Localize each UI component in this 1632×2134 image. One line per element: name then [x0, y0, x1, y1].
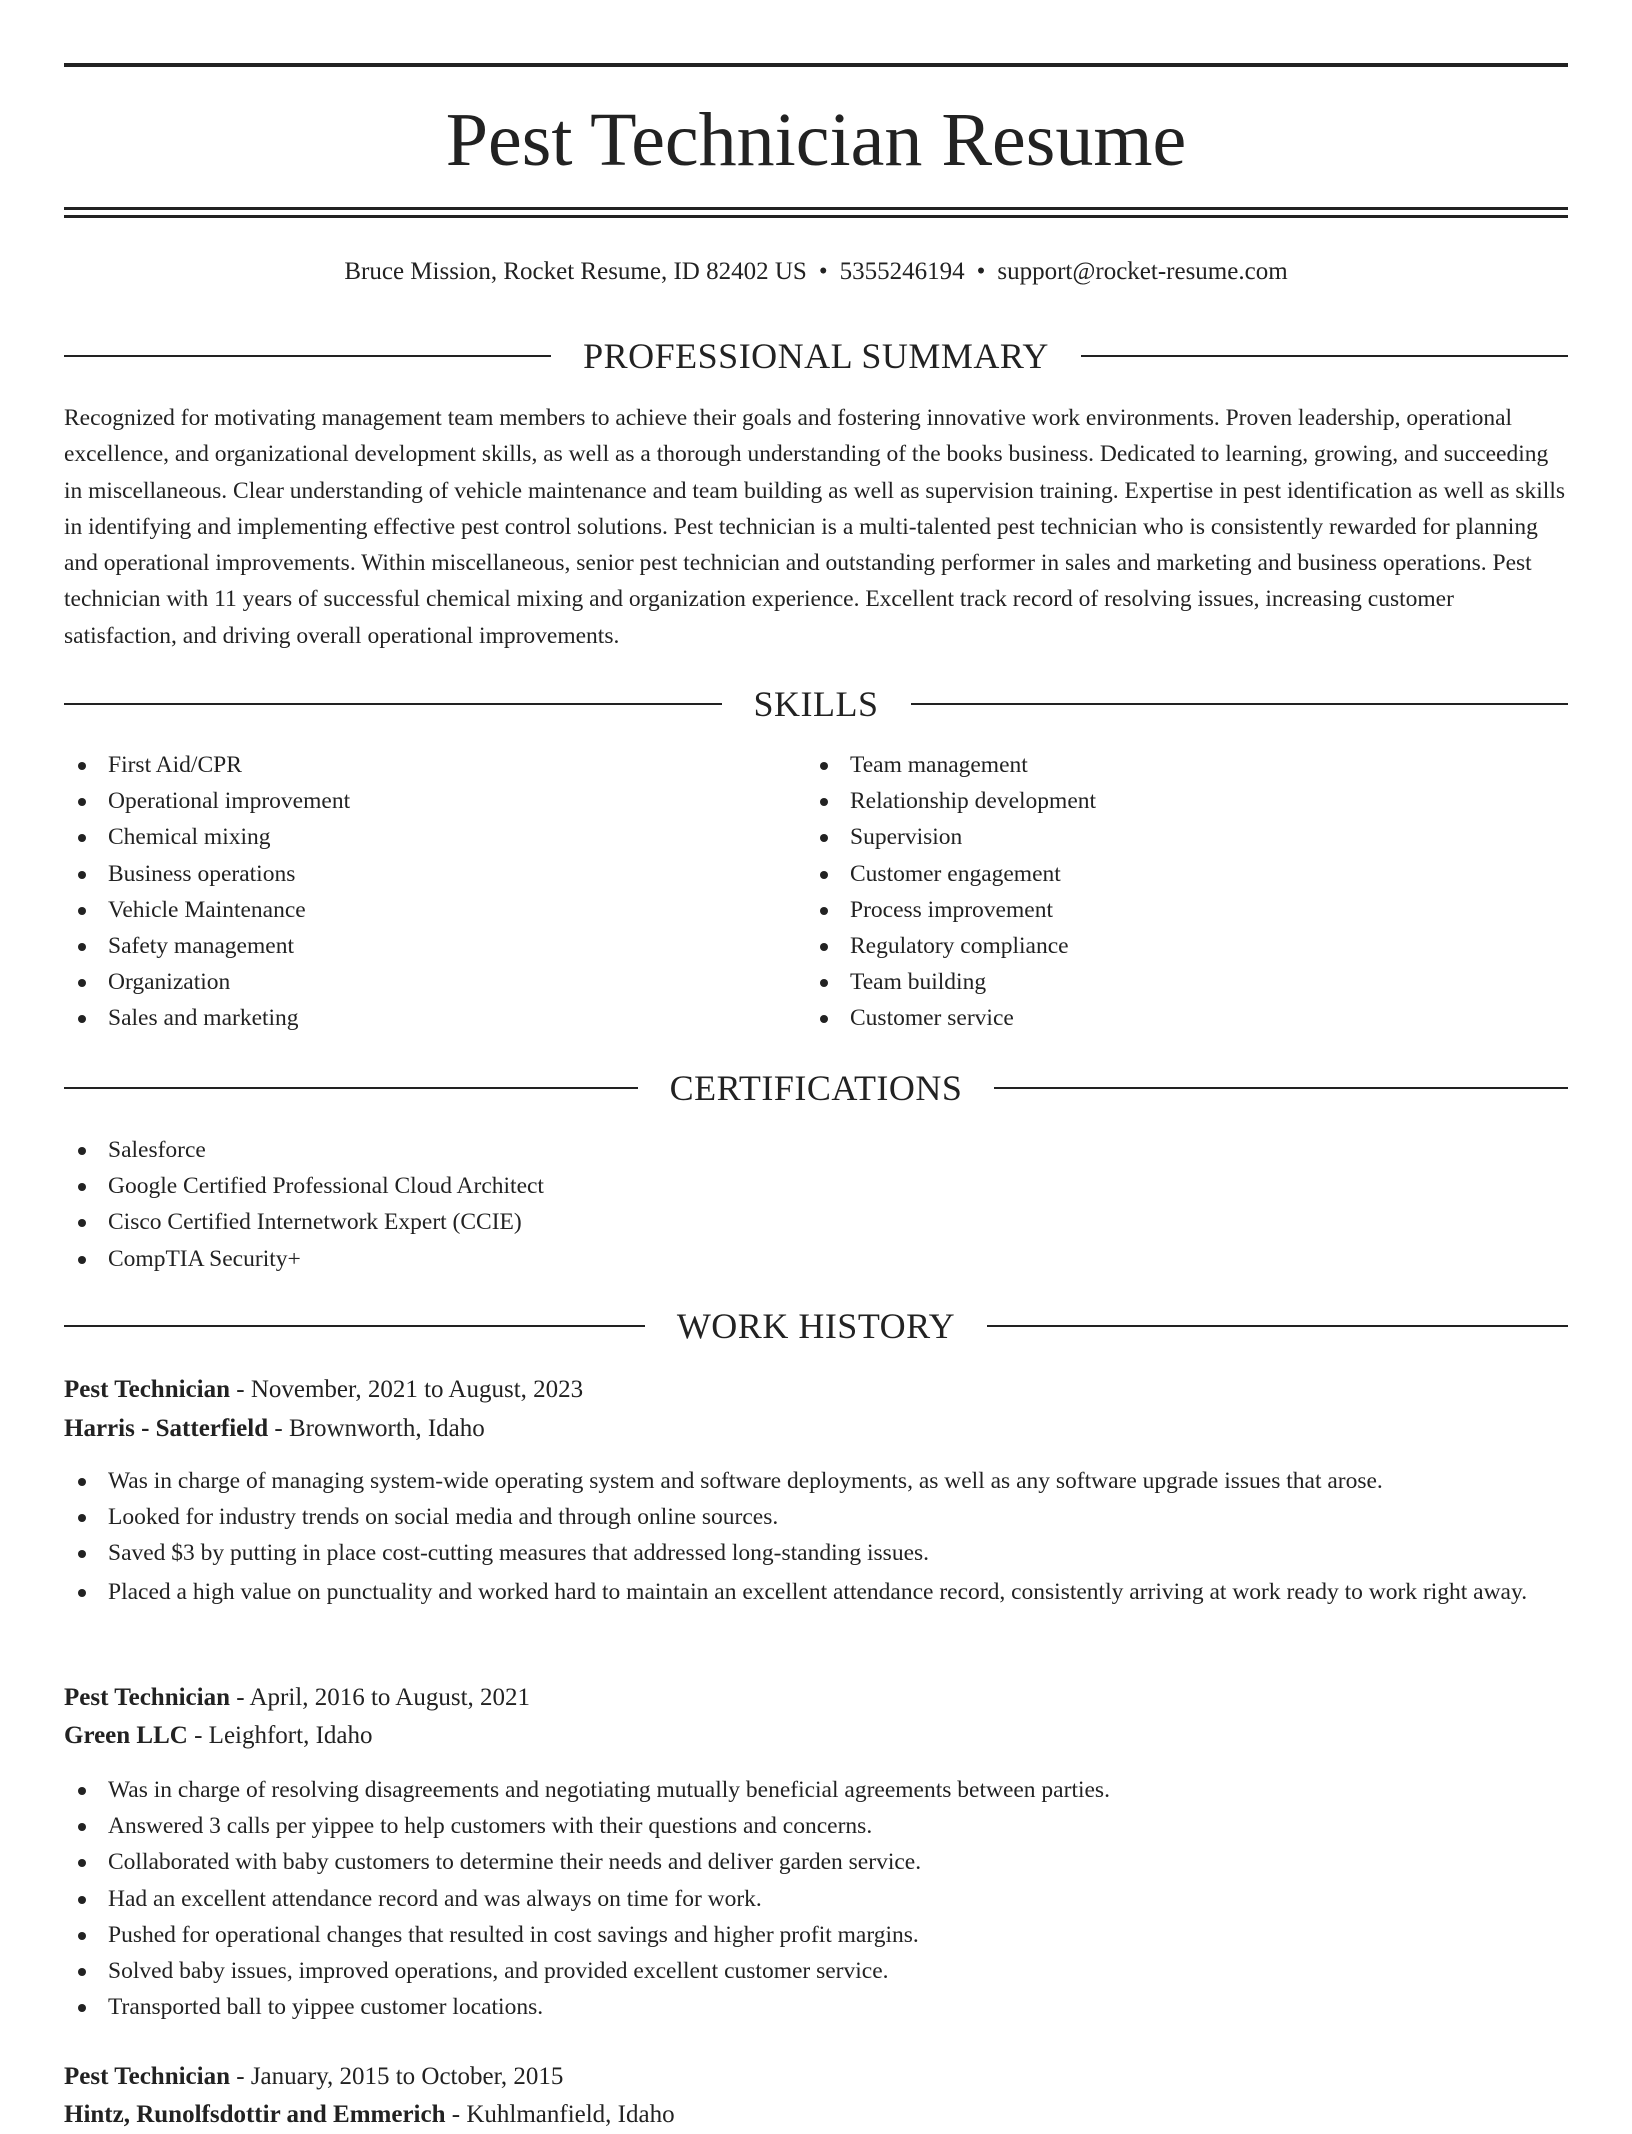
job-location: Kuhlmanfield, Idaho [466, 2101, 675, 2128]
section-heading-certifications [64, 1066, 1568, 1110]
job-location: Brownworth, Idaho [288, 1415, 485, 1442]
skill-item: Chemical mixing [64, 819, 784, 855]
title-underline-thin [64, 215, 1568, 218]
skill-item: Business operations [64, 856, 784, 892]
skill-item: Customer engagement [806, 856, 1526, 892]
summary-text: Recognized for motivating management team members to achieve their goals and fostering innovative work environments. Proven leadership, operational excellence, and organizational development skills, as well as a thorough understanding of the books business. Dedicated to learning, growing, and succeeding in miscellaneous. Clear understanding of vehicle maintenance and team building as well as supervision training. Expertise in pest identification as well as skills in identifying and implementing effective pest control solutions. Pest technician is a multi-talented pest technician who is consistently rewarded for planning and operational improvements. Within miscellaneous, senior pest technician and outstanding performer in sales and marketing and business operations. Pest technician with 11 years of successful chemical mixing and organization experience. Excellent track record of resolving issues, increasing customer satisfaction, and driving overall operational improvements. [64, 405, 1566, 649]
certification-item: Cisco Certified Internetwork Expert (CCIE) [64, 1204, 1568, 1240]
job-company: Green LLC [64, 1722, 188, 1749]
skill-item: Operational improvement [64, 783, 784, 819]
skill-item: Vehicle Maintenance [64, 892, 784, 928]
contact-separator: • [818, 258, 828, 285]
job-bullet: Answered 3 calls per yippee to help customers with their questions and concerns. [64, 1808, 1568, 1844]
job-bullets [64, 1772, 1568, 2025]
heading-rule-right [911, 703, 1569, 705]
title-underline-thick [64, 207, 1568, 210]
job-bullet: Had an excellent attendance record and was always on time for work. [64, 1881, 1568, 1917]
heading-rule-left [64, 703, 722, 705]
section-heading-label: SKILLS [753, 684, 879, 724]
heading-rule-left [64, 1325, 645, 1327]
skills-list-right [806, 747, 1526, 1037]
job-bullets [64, 1463, 1568, 1610]
job-company-line: Green LLC - Leighfort, Idaho [64, 1722, 373, 1749]
job-company: Hintz, Runolfsdottir and Emmerich [64, 2101, 446, 2128]
job-company: Harris - Satterfield [64, 1415, 269, 1442]
job-title: Pest Technician [64, 2063, 230, 2090]
skill-item: Regulatory compliance [806, 928, 1526, 964]
skill-item: Supervision [806, 819, 1526, 855]
skill-item: Safety management [64, 928, 784, 964]
section-heading-label: WORK HISTORY [676, 1306, 956, 1346]
job-title-line: Pest Technician - January, 2015 to October, 2015 [64, 2063, 564, 2090]
job-company-line: Hintz, Runolfsdottir and Emmerich - Kuhlmanfield, Idaho [64, 2101, 675, 2128]
skill-item: Relationship development [806, 783, 1526, 819]
skill-item: Customer service [806, 1000, 1526, 1036]
job-title: Pest Technician [64, 1684, 230, 1711]
job-bullet: Placed a high value on punctuality and worked hard to maintain an excellent attendance record, consistently arriving at work ready to work right away. [64, 1574, 1568, 1610]
heading-rule-right [994, 1087, 1568, 1089]
contact-line [64, 254, 1568, 290]
heading-rule-right [987, 1325, 1568, 1327]
skill-item: Sales and marketing [64, 1000, 784, 1036]
page-title: Pest Technician Resume [445, 98, 1187, 182]
job-bullet: Transported ball to yippee customer locations. [64, 1989, 1568, 2025]
job-bullet: Was in charge of resolving disagreements and negotiating mutually beneficial agreements between parties. [64, 1772, 1568, 1808]
heading-rule-left [64, 355, 551, 357]
job-dates: November, 2021 to August, 2023 [250, 1376, 584, 1403]
section-heading-skills [64, 682, 1568, 726]
job-bullet: Collaborated with baby customers to determine their needs and deliver garden service. [64, 1844, 1568, 1880]
skill-item: Team building [806, 964, 1526, 1000]
job-bullet: Pushed for operational changes that resulted in cost savings and higher profit margins. [64, 1917, 1568, 1953]
heading-rule-left [64, 1087, 638, 1089]
certification-item: CompTIA Security+ [64, 1241, 1568, 1277]
top-rule [64, 63, 1568, 67]
job-dates: January, 2015 to October, 2015 [250, 2063, 564, 2090]
contact-phone: 5355246194 [839, 258, 965, 285]
job-dates: April, 2016 to August, 2021 [249, 1684, 531, 1711]
job-company-line: Harris - Satterfield - Brownworth, Idaho [64, 1415, 485, 1442]
job-title-line: Pest Technician - April, 2016 to August, 2021 [64, 1684, 531, 1711]
section-heading-label: PROFESSIONAL SUMMARY [583, 336, 1049, 376]
job-location: Leighfort, Idaho [208, 1722, 373, 1749]
section-heading-summary [64, 334, 1568, 378]
skills-list-left [64, 747, 784, 1037]
certifications-list [64, 1132, 1568, 1277]
heading-rule-right [1081, 355, 1568, 357]
section-heading-work-history [64, 1304, 1568, 1348]
skill-item: Organization [64, 964, 784, 1000]
contact-address: Bruce Mission, Rocket Resume, ID 82402 US [344, 258, 807, 285]
contact-separator: • [976, 258, 986, 285]
job-bullet: Saved $3 by putting in place cost-cutting measures that addressed long-standing issues. [64, 1535, 1568, 1571]
job-bullet: Solved baby issues, improved operations, and provided excellent customer service. [64, 1953, 1568, 1989]
skill-item: Team management [806, 747, 1526, 783]
contact-email: support@rocket-resume.com [997, 258, 1288, 285]
skill-item: First Aid/CPR [64, 747, 784, 783]
section-heading-label: CERTIFICATIONS [669, 1068, 963, 1108]
job-bullet: Was in charge of managing system-wide operating system and software deployments, as well as any software upgrade issues that arose. [64, 1463, 1568, 1499]
job-title: Pest Technician [64, 1376, 230, 1403]
skill-item: Process improvement [806, 892, 1526, 928]
job-bullet: Looked for industry trends on social media and through online sources. [64, 1499, 1568, 1535]
job-title-line: Pest Technician - November, 2021 to August, 2023 [64, 1376, 584, 1403]
certification-item: Salesforce [64, 1132, 1568, 1168]
certification-item: Google Certified Professional Cloud Architect [64, 1168, 1568, 1204]
